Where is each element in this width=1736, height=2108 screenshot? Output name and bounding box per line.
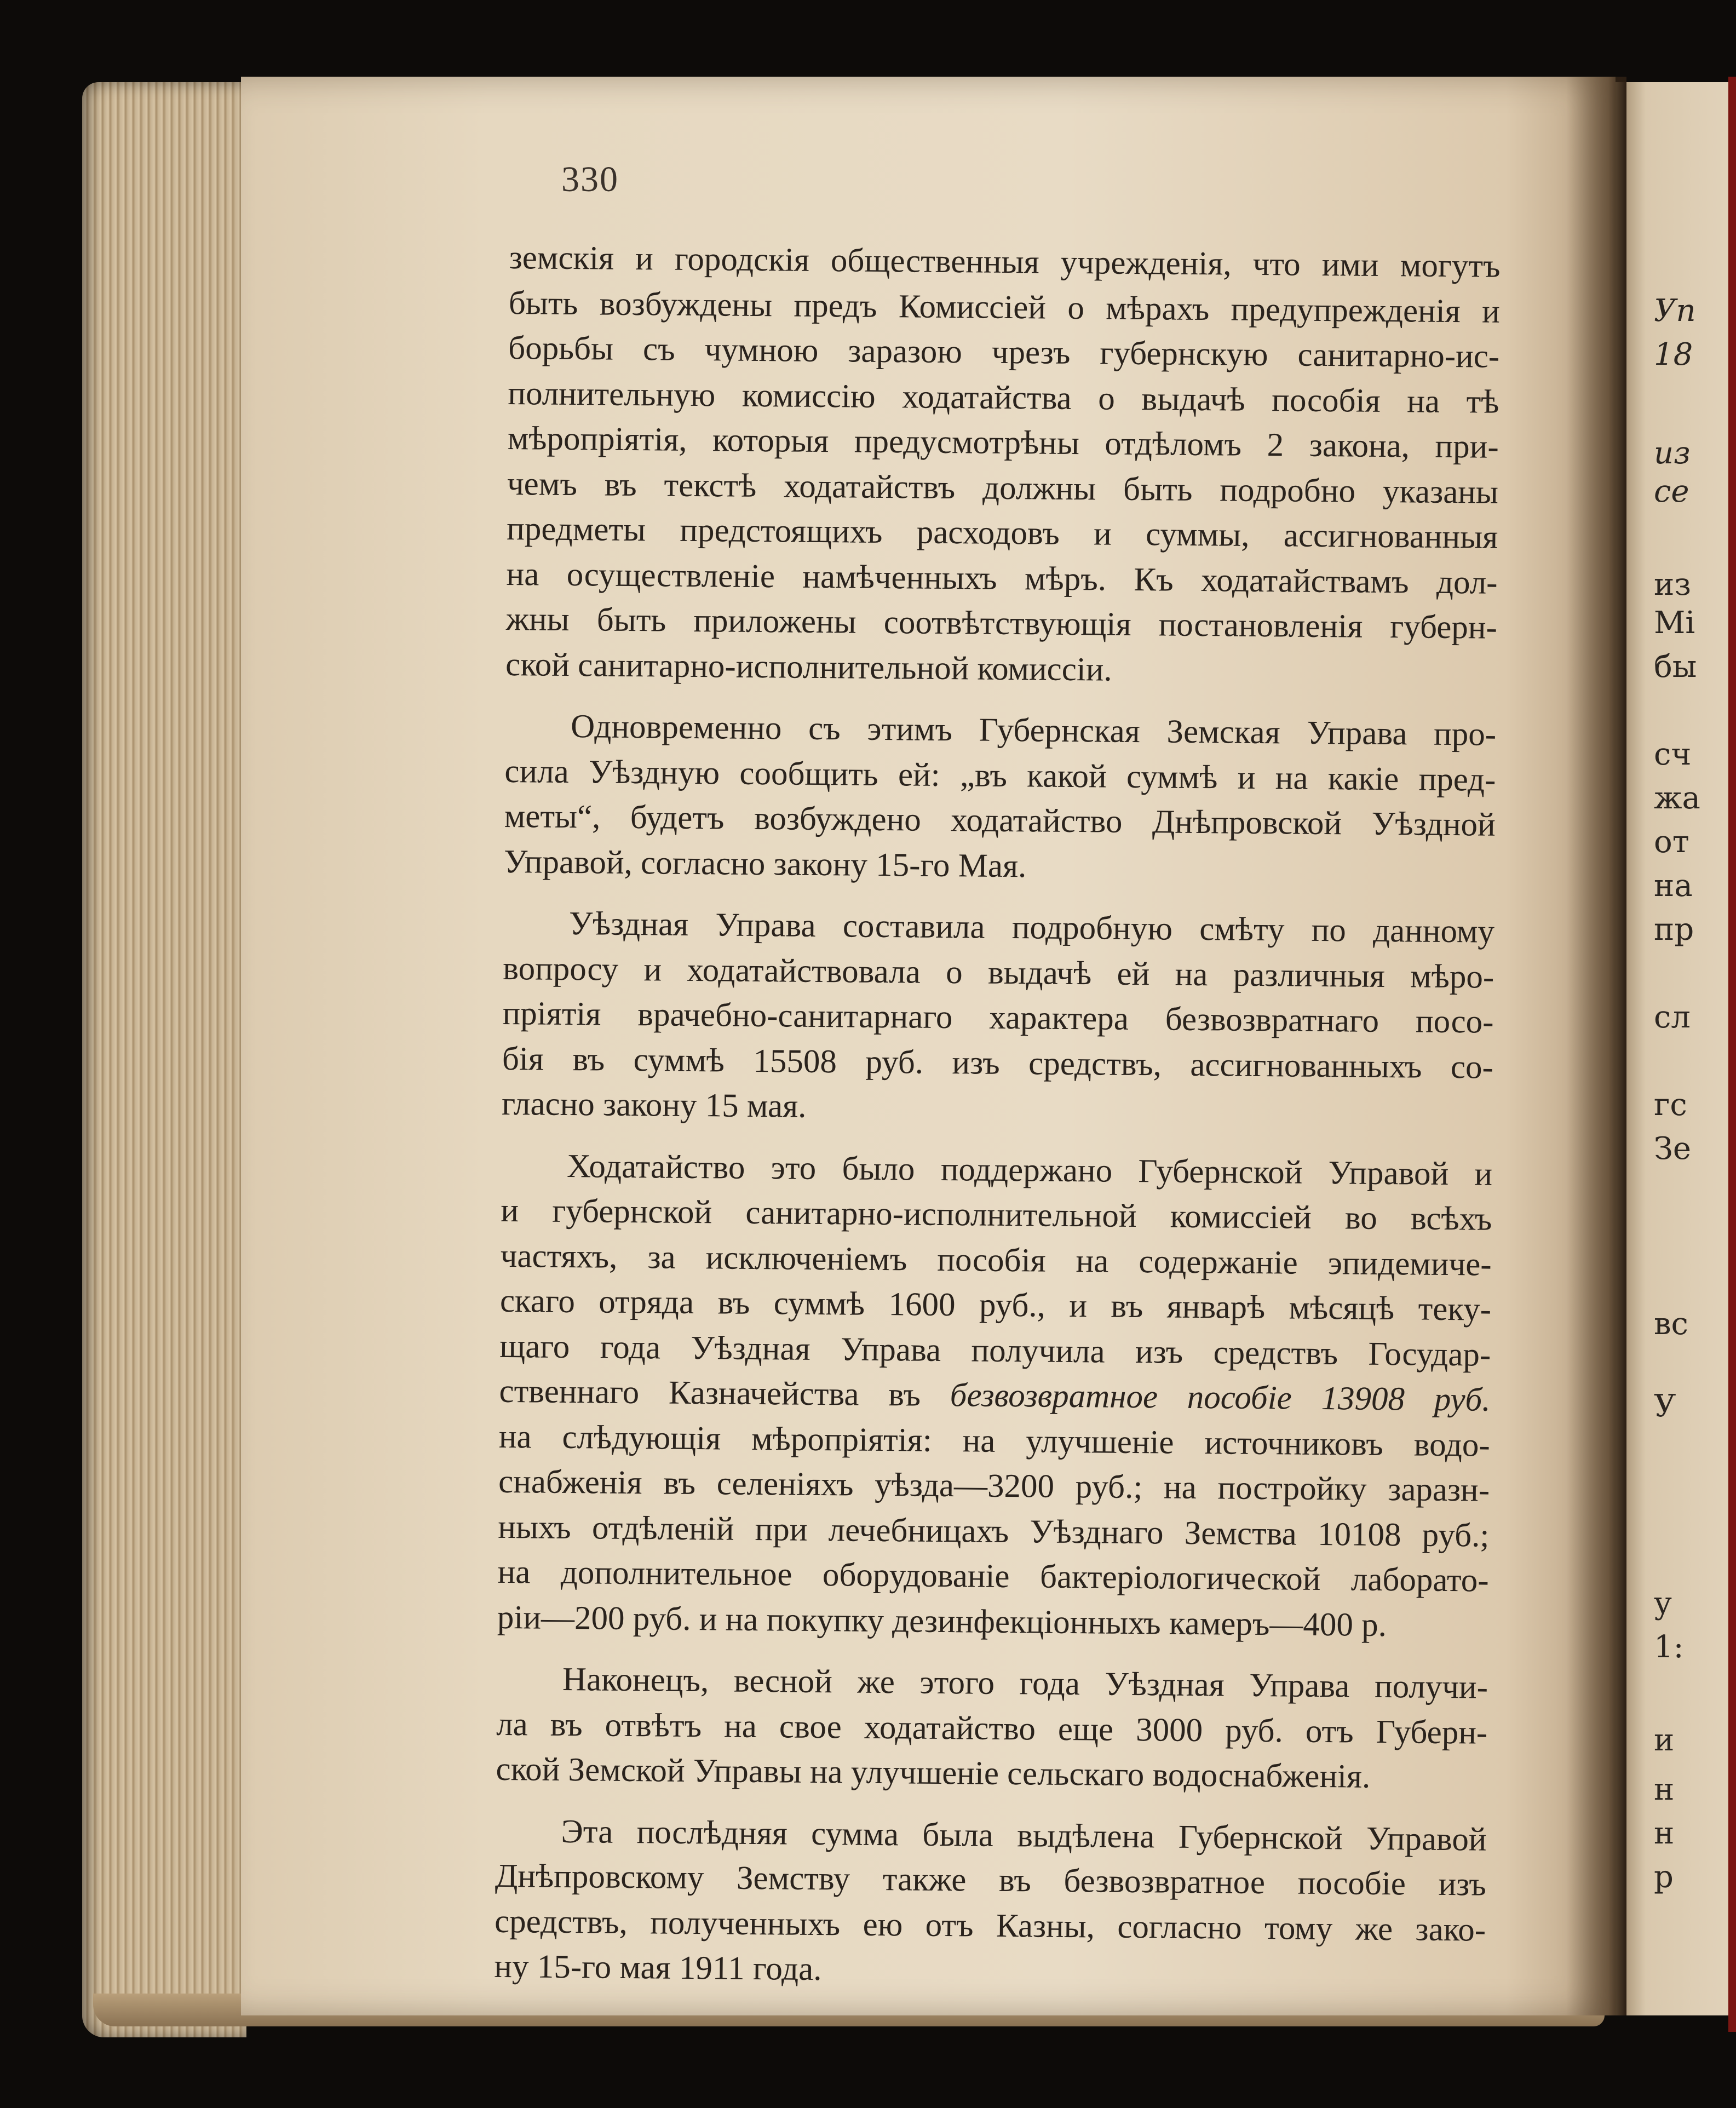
text-line: на слѣдующія мѣропріятія: на улучшеніе источниковъ водо- <box>498 1418 1491 1464</box>
paragraph <box>496 1657 1488 1801</box>
right-page-fragment: у <box>1654 1586 1672 1621</box>
right-page-fragment: сл <box>1654 1000 1691 1035</box>
text-line: Уѣздная Управа составила подробную смѣту по данному <box>568 905 1495 950</box>
text-line: чемъ въ текстѣ ходатайствъ должны быть подробно указаны <box>507 465 1499 511</box>
text-line: Наконецъ, весной же этого года Уѣздная Управа получи- <box>562 1661 1488 1706</box>
text-line: бія въ суммѣ 15508 руб. изъ средствъ, ассигнованныхъ со- <box>502 1040 1494 1086</box>
text-line: жны быть приложены соотвѣтствующія постановленія губерн- <box>505 600 1498 646</box>
paragraph <box>505 236 1501 696</box>
text-line: ну 15-го мая 1911 года. <box>494 1948 822 1988</box>
right-page-fragment: пр <box>1654 912 1694 947</box>
right-page-text-fragments <box>1654 0 1736 2108</box>
text-line: и губернской санитарно-исполнительной комиссіей во всѣхъ <box>501 1192 1492 1238</box>
text-line: мѣропріятія, которыя предусмотрѣны отдѣломъ 2 закона, при- <box>507 420 1499 466</box>
right-page-fragment: из <box>1654 567 1691 602</box>
page-number: 330 <box>561 159 619 199</box>
text-line: Ходатайство это было поддержано Губернской Управой и <box>566 1147 1493 1193</box>
text-line: земскія и городскія общественныя учрежденія, что ими могутъ <box>509 239 1501 285</box>
paragraph <box>497 1143 1493 1649</box>
text-line: предметы предстоящихъ расходовъ и суммы, ассигнованныя <box>507 510 1498 556</box>
text-line: Эта послѣдняя сумма была выдѣлена Губернской Управой <box>561 1813 1487 1858</box>
text-line: полнительную комиссію ходатайства о выдачѣ пособія на тѣ <box>508 375 1499 421</box>
text-line: скаго отряда въ суммѣ 1600 руб., и въ январѣ мѣсяцѣ теку- <box>499 1282 1492 1328</box>
text-line: Днѣпровскому Земству также въ безвозвратное пособіе изъ <box>495 1857 1487 1903</box>
text-line: ской санитарно-исполнительной комиссіи. <box>505 646 1112 688</box>
right-page-fragment: н <box>1654 1816 1675 1851</box>
paragraph <box>504 704 1497 893</box>
right-page-fragment: из <box>1654 435 1691 471</box>
text-line: на осуществленіе намѣченныхъ мѣръ. Къ ходатайствамъ дол- <box>506 555 1498 601</box>
right-page-fragment: 18 <box>1654 337 1693 372</box>
paragraph <box>494 1808 1487 1998</box>
right-page-fragment: 1: <box>1654 1629 1684 1665</box>
text-line: быть возбуждены предъ Комиссіей о мѣрахъ предупрежденія и <box>508 284 1501 330</box>
right-page-fragment: Зе <box>1654 1131 1692 1167</box>
text-line: на дополнительное оборудованіе бактеріологической лаборато- <box>497 1553 1489 1599</box>
right-page-fragment: Уп <box>1654 293 1696 329</box>
right-page-fragment: на <box>1654 868 1693 904</box>
text-line: средствъ, полученныхъ ею отъ Казны, согласно тому же зако- <box>494 1903 1486 1949</box>
text-line: ла въ отвѣтъ на свое ходатайство еще 3000 руб. отъ Губерн- <box>496 1705 1488 1751</box>
right-page-fragment: р <box>1654 1859 1674 1895</box>
text-line: частяхъ, за исключеніемъ пособія на содержаніе эпидемиче- <box>500 1237 1492 1283</box>
right-page-fragment: гс <box>1654 1087 1687 1123</box>
right-page-fragment: от <box>1654 824 1689 860</box>
text-line: борьбы съ чумною заразою чрезъ губернскую санитарно-ис- <box>508 329 1500 375</box>
right-page-fragment: се <box>1654 474 1689 509</box>
text-line: Одновременно съ этимъ Губернская Земская Управа про- <box>570 708 1497 753</box>
page-body-text <box>494 236 1501 1998</box>
text-line: ской Земской Управы на улучшеніе сельскаго водоснабженія. <box>496 1750 1371 1795</box>
text-line: меты“, будетъ возбуждено ходатайство Днѣпровской Уѣздной <box>504 797 1496 843</box>
text-line: снабженія въ селеніяхъ уѣзда—3200 руб.; на постройку заразн- <box>498 1463 1490 1509</box>
right-page-fragment: и <box>1654 1722 1675 1758</box>
right-page-fragment: Мі <box>1654 605 1695 641</box>
text-line: щаго года Уѣздная Управа получила изъ средствъ Государ- <box>499 1328 1491 1374</box>
paragraph <box>502 901 1495 1135</box>
text-line: пріятія врачебно-санитарнаго характера безвозвратнаго посо- <box>502 995 1494 1041</box>
text-line: сила Уѣздную сообщить ей: „въ какой суммѣ и на какіе пред- <box>504 753 1496 799</box>
text-line: ственнаго Казначейства въ безвозвратное пособіе 13908 руб. <box>499 1372 1491 1418</box>
book-gutter-shadow <box>1566 77 1626 2015</box>
page-edges-left <box>82 82 246 2037</box>
right-page-fragment: сч <box>1654 737 1692 772</box>
right-page-fragment: У <box>1654 1388 1676 1424</box>
right-page-fragment: н <box>1654 1772 1675 1807</box>
right-page-fragment: бы <box>1654 649 1697 685</box>
text-line: ныхъ отдѣленій при лечебницахъ Уѣзднаго Земства 10108 руб.; <box>498 1508 1490 1554</box>
right-page-fragment: жа <box>1654 780 1700 816</box>
right-page-fragment: вс <box>1654 1306 1688 1342</box>
text-line: ріи—200 руб. и на покупку дезинфекціонныхъ камеръ—400 р. <box>497 1599 1387 1644</box>
text-line: вопросу и ходатайствовала о выдачѣ ей на различныя мѣро- <box>503 950 1494 996</box>
text-line: гласно закону 15 мая. <box>501 1085 807 1125</box>
italic-phrase: безвозвратное пособіе 13908 руб. <box>950 1377 1491 1418</box>
text-line: Управой, согласно закону 15-го Мая. <box>503 843 1027 884</box>
